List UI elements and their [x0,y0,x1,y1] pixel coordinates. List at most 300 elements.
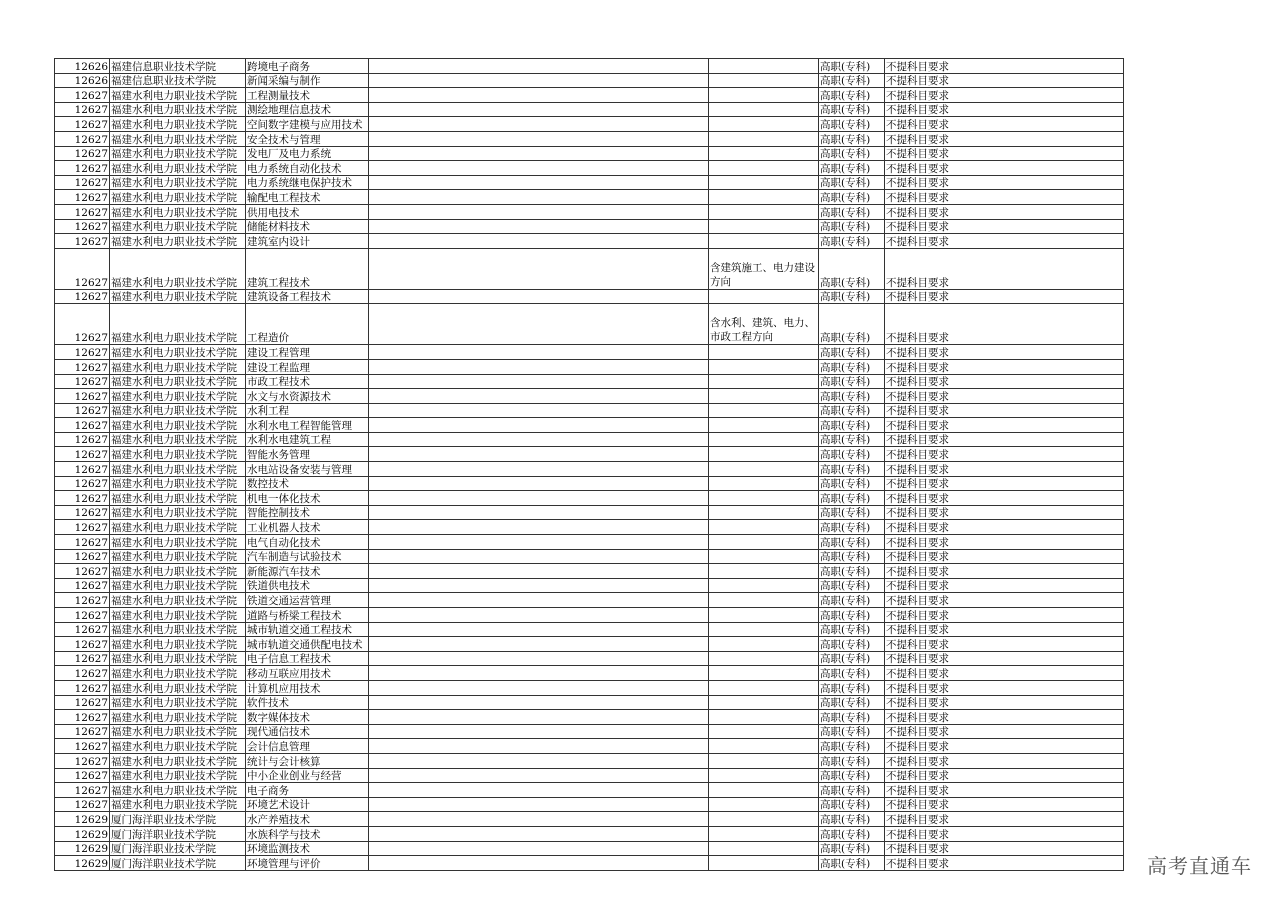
level-cell: 高职(专科) [819,680,885,695]
table-row [55,826,1124,841]
remark-cell [709,549,819,564]
remark-cell [709,505,819,520]
major-name-cell: 城市轨道交通供配电技术 [246,637,369,652]
table-row [55,549,1124,564]
level-cell: 高职(专科) [819,403,885,418]
remark-cell [709,447,819,462]
major-name-cell: 输配电工程技术 [246,190,369,205]
subject-requirement-cell: 不提科目要求 [885,724,1124,739]
subject-requirement-cell: 不提科目要求 [885,131,1124,146]
level-cell: 高职(专科) [819,447,885,462]
level-cell: 高职(专科) [819,520,885,535]
subject-requirement-cell: 不提科目要求 [885,710,1124,725]
major-name-cell: 现代通信技术 [246,724,369,739]
blank-cell [369,102,709,117]
level-cell: 高职(专科) [819,856,885,871]
subject-requirement-cell: 不提科目要求 [885,248,1124,289]
subject-requirement-cell: 不提科目要求 [885,797,1124,812]
subject-requirement-cell: 不提科目要求 [885,564,1124,579]
major-name-cell: 建筑室内设计 [246,234,369,249]
remark-cell [709,219,819,234]
level-cell: 高职(专科) [819,219,885,234]
major-name-cell: 储能材料技术 [246,219,369,234]
blank-cell [369,204,709,219]
table-row [55,146,1124,161]
school-code-cell: 12629 [55,841,110,856]
school-name-cell: 福建水利电力职业技术学院 [110,680,246,695]
blank-cell [369,161,709,176]
subject-requirement-cell: 不提科目要求 [885,856,1124,871]
major-name-cell: 电子商务 [246,783,369,798]
major-name-cell: 数字媒体技术 [246,710,369,725]
school-name-cell: 福建水利电力职业技术学院 [110,304,246,345]
level-cell: 高职(专科) [819,462,885,477]
school-name-cell: 福建水利电力职业技术学院 [110,491,246,506]
major-name-cell: 水产养殖技术 [246,812,369,827]
level-cell: 高职(专科) [819,695,885,710]
remark-cell [709,608,819,623]
subject-requirement-cell: 不提科目要求 [885,608,1124,623]
table-row [55,680,1124,695]
school-name-cell: 福建信息职业技术学院 [110,59,246,74]
blank-cell [369,447,709,462]
table-row [55,73,1124,88]
school-name-cell: 福建水利电力职业技术学院 [110,593,246,608]
school-name-cell: 福建水利电力职业技术学院 [110,476,246,491]
remark-cell [709,739,819,754]
subject-requirement-cell: 不提科目要求 [885,783,1124,798]
table-row [55,204,1124,219]
school-code-cell: 12627 [55,593,110,608]
school-name-cell: 福建水利电力职业技术学院 [110,783,246,798]
school-code-cell: 12627 [55,234,110,249]
subject-requirement-cell: 不提科目要求 [885,637,1124,652]
table-row [55,856,1124,871]
table-row [55,359,1124,374]
school-name-cell: 福建水利电力职业技术学院 [110,345,246,360]
school-code-cell: 12627 [55,608,110,623]
blank-cell [369,680,709,695]
subject-requirement-cell: 不提科目要求 [885,651,1124,666]
blank-cell [369,739,709,754]
school-name-cell: 福建水利电力职业技术学院 [110,374,246,389]
school-name-cell: 福建水利电力职业技术学院 [110,637,246,652]
school-name-cell: 福建水利电力职业技术学院 [110,535,246,550]
school-code-cell: 12627 [55,535,110,550]
school-name-cell: 福建水利电力职业技术学院 [110,608,246,623]
table-row [55,248,1124,289]
school-name-cell: 福建水利电力职业技术学院 [110,146,246,161]
remark-cell [709,622,819,637]
table-row [55,637,1124,652]
remark-cell [709,175,819,190]
school-code-cell: 12627 [55,491,110,506]
table-row [55,418,1124,433]
table-row [55,505,1124,520]
school-code-cell: 12626 [55,73,110,88]
remark-cell [709,476,819,491]
subject-requirement-cell: 不提科目要求 [885,622,1124,637]
subject-requirement-cell: 不提科目要求 [885,204,1124,219]
level-cell: 高职(专科) [819,190,885,205]
remark-cell [709,432,819,447]
level-cell: 高职(专科) [819,374,885,389]
table-row [55,710,1124,725]
level-cell: 高职(专科) [819,608,885,623]
remark-cell [709,190,819,205]
major-name-cell: 环境管理与评价 [246,856,369,871]
school-code-cell: 12627 [55,476,110,491]
level-cell: 高职(专科) [819,505,885,520]
major-name-cell: 铁道交通运营管理 [246,593,369,608]
school-code-cell: 12629 [55,826,110,841]
school-name-cell: 福建水利电力职业技术学院 [110,622,246,637]
subject-requirement-cell: 不提科目要求 [885,389,1124,404]
table-row [55,190,1124,205]
school-name-cell: 福建水利电力职业技术学院 [110,117,246,132]
blank-cell [369,190,709,205]
school-code-cell: 12627 [55,520,110,535]
blank-cell [369,666,709,681]
school-code-cell: 12627 [55,359,110,374]
remark-cell [709,146,819,161]
school-code-cell: 12627 [55,622,110,637]
major-name-cell: 工程测量技术 [246,88,369,103]
school-code-cell: 12627 [55,403,110,418]
level-cell: 高职(专科) [819,418,885,433]
table-row [55,651,1124,666]
school-code-cell: 12627 [55,389,110,404]
school-name-cell: 福建水利电力职业技术学院 [110,447,246,462]
school-code-cell: 12627 [55,447,110,462]
table-row [55,289,1124,304]
blank-cell [369,418,709,433]
remark-cell [709,491,819,506]
table-row [55,491,1124,506]
school-code-cell: 12627 [55,345,110,360]
remark-cell [709,418,819,433]
level-cell: 高职(专科) [819,797,885,812]
table-row [55,476,1124,491]
blank-cell [369,389,709,404]
major-name-cell: 计算机应用技术 [246,680,369,695]
level-cell: 高职(专科) [819,359,885,374]
table-row [55,797,1124,812]
blank-cell [369,432,709,447]
level-cell: 高职(专科) [819,637,885,652]
school-code-cell: 12627 [55,418,110,433]
subject-requirement-cell: 不提科目要求 [885,403,1124,418]
school-name-cell: 福建水利电力职业技术学院 [110,753,246,768]
level-cell: 高职(专科) [819,622,885,637]
blank-cell [369,710,709,725]
table-row [55,447,1124,462]
remark-cell [709,651,819,666]
table-row [55,345,1124,360]
subject-requirement-cell: 不提科目要求 [885,359,1124,374]
remark-cell: 含水利、建筑、电力、市政工程方向 [709,304,819,345]
remark-cell [709,204,819,219]
subject-requirement-cell: 不提科目要求 [885,219,1124,234]
school-name-cell: 福建水利电力职业技术学院 [110,768,246,783]
remark-cell [709,812,819,827]
subject-requirement-cell: 不提科目要求 [885,535,1124,550]
level-cell: 高职(专科) [819,812,885,827]
school-name-cell: 厦门海洋职业技术学院 [110,856,246,871]
major-name-cell: 中小企业创业与经营 [246,768,369,783]
major-name-cell: 建设工程监理 [246,359,369,374]
level-cell: 高职(专科) [819,724,885,739]
major-name-cell: 电子信息工程技术 [246,651,369,666]
level-cell: 高职(专科) [819,710,885,725]
blank-cell [369,856,709,871]
school-name-cell: 福建水利电力职业技术学院 [110,710,246,725]
school-name-cell: 福建水利电力职业技术学院 [110,797,246,812]
major-name-cell: 发电厂及电力系统 [246,146,369,161]
blank-cell [369,797,709,812]
subject-requirement-cell: 不提科目要求 [885,102,1124,117]
level-cell: 高职(专科) [819,204,885,219]
table-row [55,131,1124,146]
school-name-cell: 福建水利电力职业技术学院 [110,175,246,190]
level-cell: 高职(专科) [819,146,885,161]
subject-requirement-cell: 不提科目要求 [885,680,1124,695]
level-cell: 高职(专科) [819,666,885,681]
school-code-cell: 12627 [55,666,110,681]
school-code-cell: 12627 [55,578,110,593]
blank-cell [369,651,709,666]
school-name-cell: 福建水利电力职业技术学院 [110,462,246,477]
level-cell: 高职(专科) [819,783,885,798]
level-cell: 高职(专科) [819,739,885,754]
school-code-cell: 12627 [55,146,110,161]
remark-cell [709,289,819,304]
level-cell: 高职(专科) [819,549,885,564]
major-name-cell: 水利工程 [246,403,369,418]
major-name-cell: 跨境电子商务 [246,59,369,74]
level-cell: 高职(专科) [819,753,885,768]
blank-cell [369,841,709,856]
school-name-cell: 厦门海洋职业技术学院 [110,826,246,841]
major-name-cell: 智能控制技术 [246,505,369,520]
remark-cell [709,88,819,103]
major-name-cell: 统计与会计核算 [246,753,369,768]
table-row [55,219,1124,234]
blank-cell [369,608,709,623]
level-cell: 高职(专科) [819,59,885,74]
school-code-cell: 12627 [55,695,110,710]
table-row [55,462,1124,477]
subject-requirement-cell: 不提科目要求 [885,491,1124,506]
remark-cell [709,131,819,146]
school-code-cell: 12627 [55,564,110,579]
table-row [55,783,1124,798]
remark-cell [709,593,819,608]
blank-cell [369,826,709,841]
level-cell: 高职(专科) [819,102,885,117]
table-body [55,59,1124,871]
level-cell: 高职(专科) [819,131,885,146]
blank-cell [369,131,709,146]
table-row [55,608,1124,623]
remark-cell [709,345,819,360]
major-name-cell: 环境艺术设计 [246,797,369,812]
table-row [55,161,1124,176]
school-code-cell: 12627 [55,204,110,219]
remark-cell [709,783,819,798]
major-name-cell: 会计信息管理 [246,739,369,754]
blank-cell [369,73,709,88]
table-row [55,593,1124,608]
blank-cell [369,564,709,579]
school-code-cell: 12627 [55,289,110,304]
table-row [55,117,1124,132]
school-code-cell: 12627 [55,724,110,739]
table-row [55,102,1124,117]
level-cell: 高职(专科) [819,289,885,304]
school-name-cell: 福建水利电力职业技术学院 [110,289,246,304]
subject-requirement-cell: 不提科目要求 [885,161,1124,176]
major-name-cell: 软件技术 [246,695,369,710]
remark-cell [709,59,819,74]
table-row [55,578,1124,593]
level-cell: 高职(专科) [819,88,885,103]
school-name-cell: 福建水利电力职业技术学院 [110,724,246,739]
blank-cell [369,117,709,132]
school-code-cell: 12627 [55,753,110,768]
remark-cell [709,695,819,710]
school-name-cell: 福建水利电力职业技术学院 [110,248,246,289]
school-name-cell: 福建水利电力职业技术学院 [110,389,246,404]
school-code-cell: 12627 [55,549,110,564]
school-code-cell: 12627 [55,505,110,520]
subject-requirement-cell: 不提科目要求 [885,175,1124,190]
subject-requirement-cell: 不提科目要求 [885,88,1124,103]
level-cell: 高职(专科) [819,117,885,132]
subject-requirement-cell: 不提科目要求 [885,739,1124,754]
table-row [55,724,1124,739]
subject-requirement-cell: 不提科目要求 [885,117,1124,132]
table-row [55,622,1124,637]
major-name-cell: 工程造价 [246,304,369,345]
subject-requirement-cell: 不提科目要求 [885,59,1124,74]
level-cell: 高职(专科) [819,564,885,579]
school-name-cell: 厦门海洋职业技术学院 [110,812,246,827]
table-row [55,768,1124,783]
school-code-cell: 12627 [55,710,110,725]
school-code-cell: 12627 [55,783,110,798]
major-name-cell: 移动互联应用技术 [246,666,369,681]
subject-requirement-cell: 不提科目要求 [885,841,1124,856]
subject-requirement-cell: 不提科目要求 [885,234,1124,249]
level-cell: 高职(专科) [819,491,885,506]
blank-cell [369,219,709,234]
remark-cell [709,710,819,725]
school-name-cell: 福建水利电力职业技术学院 [110,549,246,564]
table-row [55,175,1124,190]
subject-requirement-cell: 不提科目要求 [885,374,1124,389]
major-name-cell: 水利水电建筑工程 [246,432,369,447]
blank-cell [369,403,709,418]
level-cell: 高职(专科) [819,651,885,666]
level-cell: 高职(专科) [819,175,885,190]
major-name-cell: 供用电技术 [246,204,369,219]
major-name-cell: 电力系统自动化技术 [246,161,369,176]
level-cell: 高职(专科) [819,841,885,856]
blank-cell [369,578,709,593]
school-code-cell: 12627 [55,637,110,652]
level-cell: 高职(专科) [819,248,885,289]
remark-cell [709,102,819,117]
school-name-cell: 福建水利电力职业技术学院 [110,190,246,205]
school-code-cell: 12627 [55,248,110,289]
table-row [55,432,1124,447]
blank-cell [369,505,709,520]
blank-cell [369,345,709,360]
remark-cell [709,680,819,695]
level-cell: 高职(专科) [819,476,885,491]
major-name-cell: 电力系统继电保护技术 [246,175,369,190]
remark-cell [709,73,819,88]
blank-cell [369,593,709,608]
subject-requirement-cell: 不提科目要求 [885,549,1124,564]
blank-cell [369,768,709,783]
school-name-cell: 福建水利电力职业技术学院 [110,418,246,433]
table-row [55,666,1124,681]
level-cell: 高职(专科) [819,389,885,404]
major-name-cell: 电气自动化技术 [246,535,369,550]
major-name-cell: 道路与桥梁工程技术 [246,608,369,623]
subject-requirement-cell: 不提科目要求 [885,289,1124,304]
school-name-cell: 福建水利电力职业技术学院 [110,234,246,249]
subject-requirement-cell: 不提科目要求 [885,666,1124,681]
school-name-cell: 福建水利电力职业技术学院 [110,505,246,520]
remark-cell [709,234,819,249]
blank-cell [369,520,709,535]
blank-cell [369,248,709,289]
major-name-cell: 建筑工程技术 [246,248,369,289]
school-code-cell: 12627 [55,680,110,695]
school-code-cell: 12627 [55,117,110,132]
major-name-cell: 水族科学与技术 [246,826,369,841]
remark-cell [709,797,819,812]
blank-cell [369,724,709,739]
school-code-cell: 12629 [55,812,110,827]
school-code-cell: 12627 [55,102,110,117]
school-code-cell: 12629 [55,856,110,871]
subject-requirement-cell: 不提科目要求 [885,695,1124,710]
blank-cell [369,622,709,637]
blank-cell [369,695,709,710]
remark-cell [709,403,819,418]
blank-cell [369,88,709,103]
remark-cell [709,826,819,841]
school-code-cell: 12627 [55,190,110,205]
table-row [55,535,1124,550]
blank-cell [369,783,709,798]
blank-cell [369,753,709,768]
table-row [55,520,1124,535]
remark-cell [709,389,819,404]
table-row [55,564,1124,579]
school-code-cell: 12627 [55,374,110,389]
school-code-cell: 12627 [55,161,110,176]
subject-requirement-cell: 不提科目要求 [885,418,1124,433]
school-code-cell: 12627 [55,131,110,146]
school-code-cell: 12626 [55,59,110,74]
remark-cell [709,117,819,132]
blank-cell [369,59,709,74]
